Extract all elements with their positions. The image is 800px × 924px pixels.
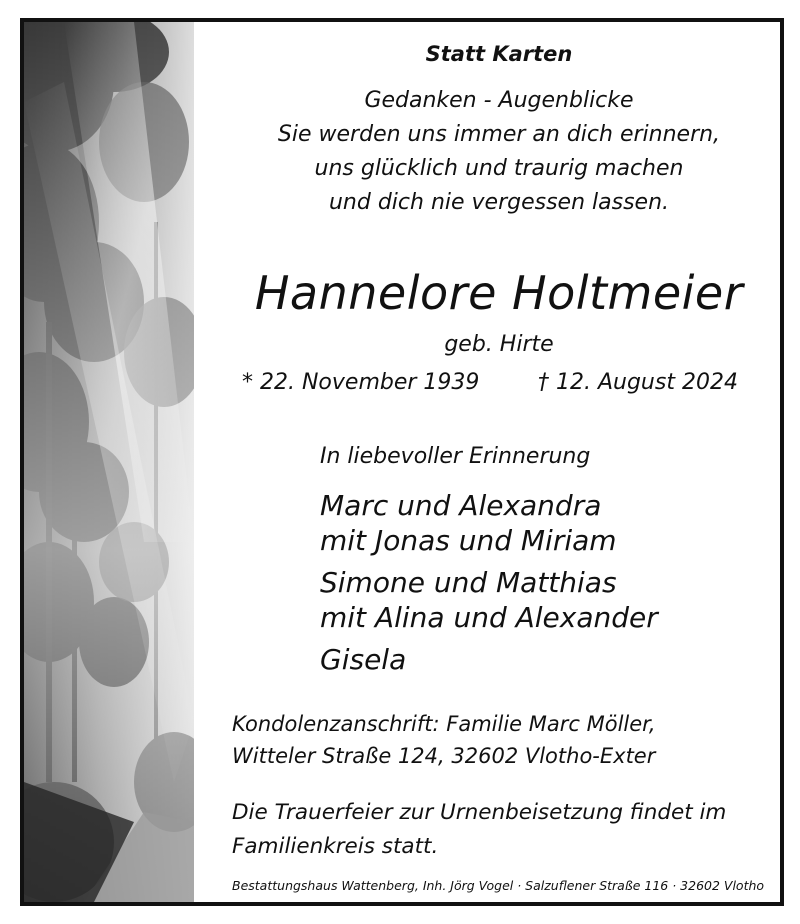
condolence-address-line-1: Kondolenzanschrift: Familie Marc Möller, — [232, 712, 656, 736]
birth-date: * 22. November 1939 — [242, 370, 480, 395]
forest-illustration — [24, 22, 194, 902]
remembrance-intro: In liebevoller Erinnerung — [320, 444, 591, 469]
funeral-notice-line-1: Die Trauerfeier zur Urnenbeisetzung findet im — [232, 800, 727, 825]
verse-line-3: uns glücklich und traurig machen — [314, 156, 684, 181]
verse-line-4: und dich nie vergessen lassen. — [328, 190, 670, 215]
mourner-line-3: Simone und Matthias — [320, 566, 617, 599]
verse-line-2: Sie werden uns immer an dich erinnern, — [277, 122, 721, 147]
mourner-line-1: Marc und Alexandra — [320, 489, 602, 522]
header-title: Statt Karten — [425, 42, 573, 66]
obituary-frame — [20, 18, 784, 906]
mourner-line-4: mit Alina und Alexander — [320, 601, 658, 634]
condolence-address-line-2: Witteler Straße 124, 32602 Vlotho-Exter — [232, 744, 656, 768]
deceased-name: Hannelore Holtmeier — [254, 266, 744, 320]
undertaker-footer: Bestattungshaus Wattenberg, Inh. Jörg Vogel · Salzuflener Straße 116 · 32602 Vlotho — [232, 878, 765, 893]
verse-line-1: Gedanken - Augenblicke — [364, 88, 634, 113]
mourner-line-5: Gisela — [320, 643, 407, 676]
death-date: † 12. August 2024 — [538, 370, 738, 395]
mourner-line-2: mit Jonas und Miriam — [320, 524, 617, 557]
maiden-name: geb. Hirte — [444, 332, 554, 357]
funeral-notice-line-2: Familienkreis statt. — [232, 834, 439, 859]
forest-photo — [24, 22, 194, 902]
